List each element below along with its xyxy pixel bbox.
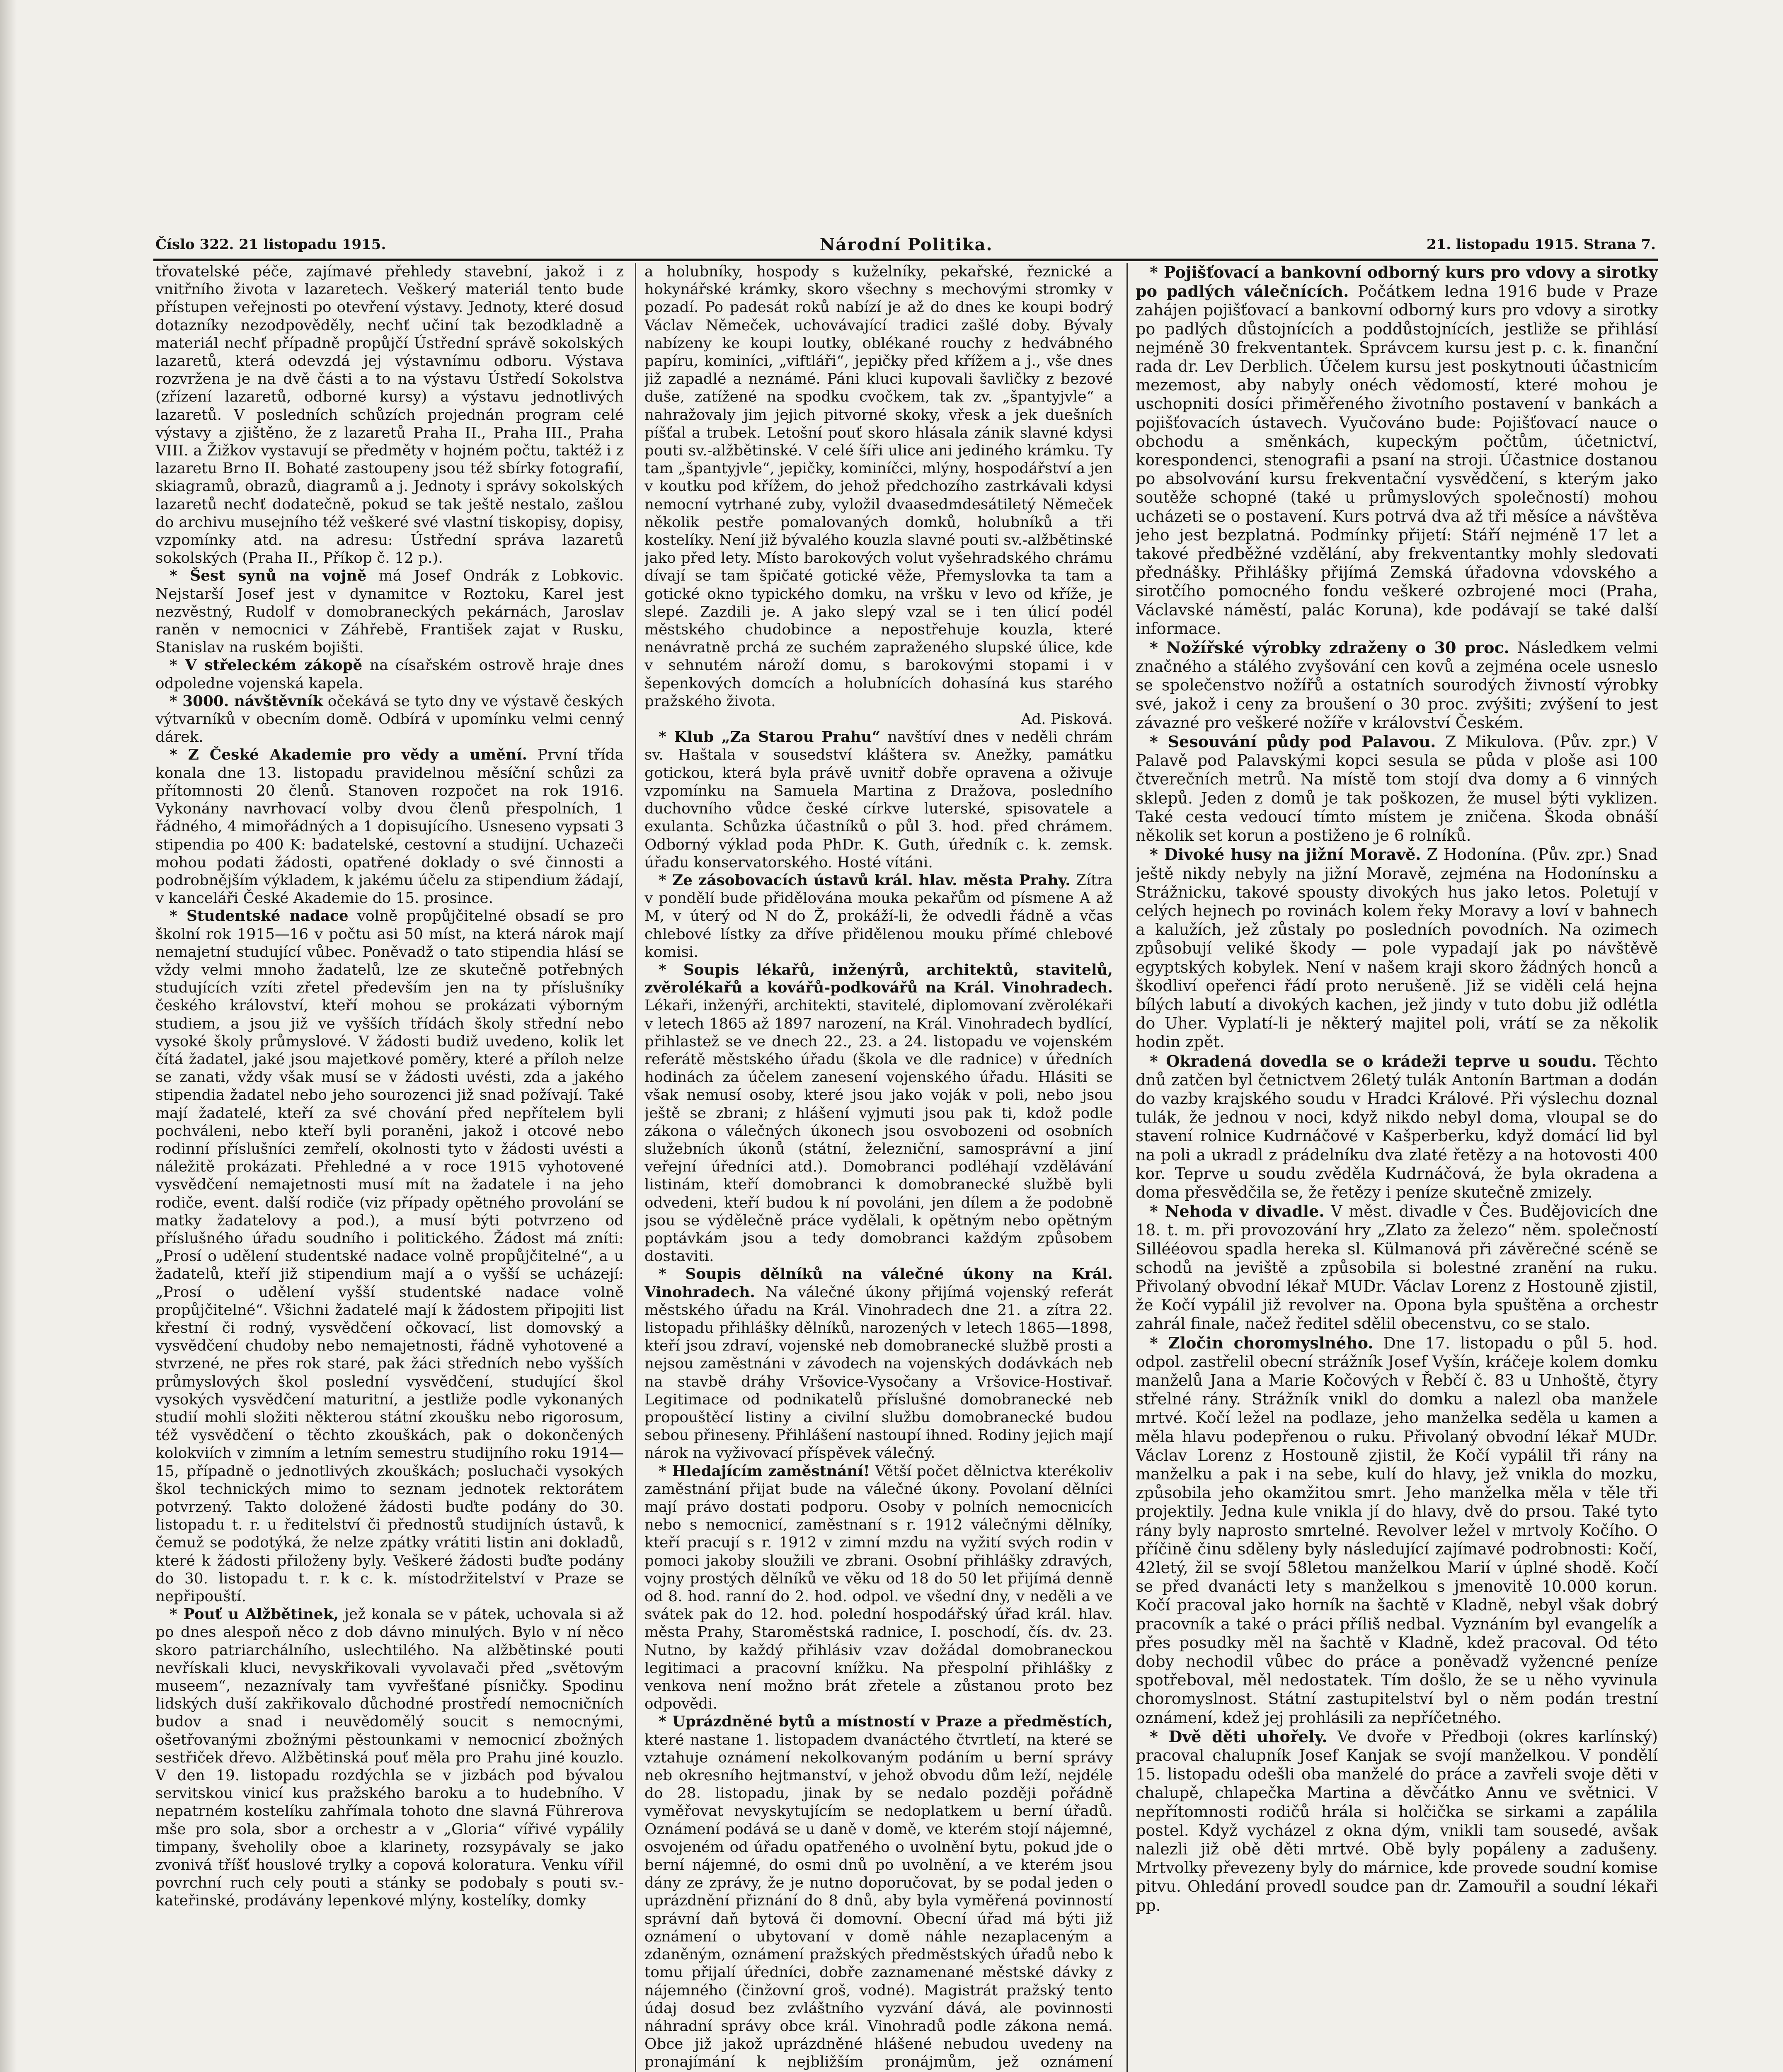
article-headline: * Nožířské výrobky zdraženy o 30 proc. [1150, 638, 1509, 657]
article-headline: * Divoké husy na jižní Moravě. [1150, 845, 1421, 864]
article-body: V měst. divadle v Čes. Budějovicích dne 18. t. m. při provozování hry „Zlato za železo“ něm. společností Sillééovou spadla hereka sl. Külmanová při závěrečné scéně se schodů na jeviště a způsobila si bolestné zranění na ruku. Přivolaný obvodní lékař MUDr. Václav Lorenz z Hostouně zjistil, že Kočí vypálil již revolver na. Opona byla spuštěna a orchestr zahrál finale, načež ředitel sdělil obecenstvu, co se stalo. [1136, 1202, 1658, 1333]
article-headline: * Okradená dovedla se o krádeži teprve u soudu. [1150, 1051, 1597, 1070]
article [644, 961, 1113, 1265]
article-body: navštíví dnes v neděli chrám sv. Haštala v sousedství kláštera sv. Anežky, památku gotickou, která byla právě uvnitř dobře opravena a oživuje vzpomínku na Samuela Martina z Dražova, posledního duchovního vůdce české církve luterské, spisovatele a exulanta. Schůzka účastníků o půl 3. hod. před chrámem. Odborný výklad poda PhDr. K. Guth, úředník c. k. zemsk. úřadu konservatorského. Hosté vítáni. [644, 729, 1113, 871]
article-body: Dne 17. listopadu o půl 5. hod. odpol. zastřelil obecní strážník Josef Vyšín, kráčeje kolem domku manželů Jana a Marie Kočových v Řebčí č. 83 u Unhoště, čtyry střelné rány. Strážník vnikl do domku a nalezl oba manžele mrtvé. Kočí ležel na podlaze, jeho manželka seděla u kamen a měla hlavu podepřenou o ruku. Přivolaný obvodní lékař MUDr. Václav Lorenz z Hostouně zjistil, že Kočí vypálil tři rány na manželku a pak i na sebe, kulí do hlavy, jež vnikla do mozku, způsobila jeho okamžitou smrt. Jeho manželka měla v těle tři projektily. Jedna kule vnikla jí do hlavy, dvě do prsou. Také tyto rány byly naprosto smrtelné. Revolver ležel v mrtvoly Kočího. O příčině činu sděleny byly následující zajímavé podrobnosti: Kočí, 42letý, žil se svojí 58letou manželkou Marií v úplné shodě. Kočí se před dvanácti lety s manželkou s jmenovitě 10.000 korun. Kočí pracoval jako horník na šachtě v Kladně, nebyl však dobrý pracovník a také o práci příliš nedbal. Vyznáním byl evangelík a přes posudky měl na šachtě v Kladně, kdež pracoval. Od této doby nechodil vůbec do práce a poněvadž vyžencné peníze spotřeboval, měl nedostatek. Tím došlo, že se u něho vyvinula choromyslnost. Státní zastupitelství byl o něm podán trestní oznámení, kdež jej prohlásili za nepříčetného. [1136, 1334, 1658, 1727]
article-headline: * 3000. návštěvník [170, 692, 323, 710]
article [1136, 1727, 1658, 1915]
article-headline: * Studentské nadace [170, 907, 349, 925]
article-body: Na válečné úkony přijímá vojenský referát městského úřadu na Král. Vinohradech dne 21. a zítra 22. listopadu přihlášky dělníků, narozených v letech 1865—1898, kteří jsou zdraví, vojenské neb domobranecké službě prosti a nejsou zaměstnáni v závodech na vojenských dodávkách neb na stavbě dráhy Vršovice-Vysočany a Vršovice-Hostivař. Legitimace od podnikatelů příslušné domobranecké neb propouštěcí listiny a civilní službu domobranecké budou sebou přineseny. Přihlášení nastoupí ihned. Rodiny jejich mají nárok na vyživovací příspěvek válečný. [644, 1283, 1113, 1462]
masthead-rule [153, 259, 1658, 261]
article [1136, 1052, 1658, 1202]
article [644, 728, 1113, 871]
article-body: Zítra v pondělí bude přidělována mouka pekařům od písmene A až M, v úterý od N do Ž, prokáží-li, že odvedli řádně a včas chlebové lístky za dříve přidělenou mouku přímé chlebové komisi. [644, 871, 1113, 961]
scan-shadow [0, 0, 17, 2072]
article-body: které nastane 1. listopadem dvanáctého čtvrtletí, na které se vztahuje oznámení nekolkovaným podáním u berní správy neb okresního hejtmanství, v jehož obvodu dům leží, nejdéle do 28. listopadu, jinak by se nedalo později pořádně vyměřovat nevyskytujícím se nedoplatkem u berní úřadů. Oznámení podává se u daně v domě, ve kterém stojí nájemné, osvojeném od úřadu opatřeného o uvolnění bytu, pokud jde o berní nájemné, do osmi dnů po uvolnění, a ve kterém jsou dány ze zprávy, že je nutno doporučovat, by se podal jeden o uprázdnění přiznání do 8 dnů, aby byla vyměřená povinností správní daň bytová či domovní. Obecní úřad má býti již oznámení o ubytovaní v domě náhle nezaplaceným a zdaněným, oznámení pražských předměstských úřadů nebo k tomu přijalí úředníci, dobře zaznamenané městské dávky z nájemného (činžovní groš, vodné). Magistrát pražský tento údaj dosud bez zvláštního vyzvání dává, ale povinnosti náhradní správy obce král. Vinohradů podle zákona nemá. Obce již jakož uprázdněné hlášené nebudou uvedeny na pronajímání k nejbližším pronájmům, jež oznámení [644, 1731, 1113, 2071]
article-headline: * V střeleckém zákopě [170, 656, 363, 674]
article [155, 567, 624, 656]
article-body: volně propůjčitelné obsadí se pro školní rok 1915—16 v počtu asi 50 míst, na která nárok mají nemajetní studující vůbec. Poněvadž o tato stipendia hlásí se vždy velmi mnoho žadatelů, lze ze skutečně potřebných studujících vzíti zřetel především jen na ty příslušníky českého království, kteří mohou se prokázati výborným studiem, a jsou již ve vyšších třídách školy střední nebo vysoké školy průmyslové. V žádosti budiž uvedeno, kolik let čítá žadatel, jaké jsou majetkové poměry, které a příloh nelze se zanati, vždy však musí se v žádosti uvésti, zda a jakého stipendia žadatel nebo jeho sourozenci již snad požívají. Také mají žadatelé, kteří za své chování před nepřítelem byli pochváleni, nebo kteří byli poraněni, jakož i otcové nebo rodinní příslušníci zemřelí, okolnosti tyto v žádosti uvésti a náležitě prokázati. Přehledné a v roce 1915 vyhotovené vysvědčení nemajetnosti musí mít na žadatele i na jeho rodiče, event. další rodiče (viz případy opětného provolání se matky žadatelovy a pod.), a musí býti potvrzeno od příslušného úřadu soudního i politického. Žádost má zníti: „Prosí o udělení studentské nadace volně propůjčitelné“, a u žadatelů, kteří již stipendium mají a o vyšší se ucházejí: „Prosí o udělení vyšší studentské nadace volně propůjčitelné“. Všichni žadatelé mají k žádostem připojiti list křestní či rodný, vysvědčení očkovací, list domovský a vysvědčení chudoby nebo nemajetnosti, řádně vyhotovené a stvrzené, ne přes rok staré, pak žáci středních nebo vyšších průmyslových škol poslední vysvědčení, studující škol vysokých vysvědčení maturitní, a jestliže podle vykonaných studií mohli složiti některou státní zkoušku nebo rigorosum, též vysvědčení o těchto zkouškách, pak o dokončených kolokviích v zimním a letním semestru studijního roku 1914—15, případně o jednotlivých zkouškách; posluchači vysokých škol technických mimo to seznam jednotek rektorátem potvrzený. Takto doložené žádosti buďte podány do 30. listopadu t. r. u ředitelství či přednostů studijních ústavů, k čemuž se podotýká, že nelze zpátky vrátiti listin ani dokladů, které k žádosti přiloženy byly. Veškeré žádosti buďte podány do 30. listopadu t. r. k c. k. místodržitelství v Praze se nepřipouští. [155, 908, 624, 1605]
column-divider [1126, 263, 1128, 2072]
article-body: Ve dvoře v Předboji (okres karlínský) pracoval chalupník Josef Kanjak se svojí manželkou. V pondělí 15. listopadu odešli oba manželé do práce a zavřeli svoje děti v chalupě, chlapečka Martina a děvčátko Annu ve světnici. V nepřítomnosti rodičů hrála si holčička se sirkami a zapálila postel. Když vycházel z okna dým, vnikli tam sousedé, avšak nalezli již obě děti mrtvé. Obě byly popáleny a zadušeny. Mrtvolky převezeny byly do márnice, kde provede soudní komise pitvu. Ohledání provedl soudce pan dr. Zamouřil a soudní lékaři pp. [1136, 1727, 1658, 1915]
article-continuation: třovatelské péče, zajímavé přehledy stavební, jakož i z vnitřního života v lazaretech. Veškerý materiál tento bude přístupen veřejnosti po otevření výstavy. Jednoty, které dosud dotazníky nezodpověděly, nechť učiní tak bezodkladně a materiál nechť případně propůjčí Ústřední správě sokolských lazaretů, která odevzdá jej výstavnímu odboru. Výstava rozvržena je na dvě části a to na výstavu Ústředí Sokolstva (zřízení lazaretů, odborné kursy) a výstavu jednotlivých lazaretů. V posledních schůzích projednán program celé výstavy a zjištěno, že z lazaretů Praha II., Praha III., Praha VIII. a Žižkov vystavují se předměty v hojném počtu, taktéž i z lazaretu Brno II. Bohaté zastoupeny jsou též sbírky fotografií, skiagramů, obrazů, diagramů a j. Jednoty i správy sokolských lazaretů nechť dodatečně, pokud se tak ještě nestalo, zašlou do archivu musejního též veškeré své vlastní tiskopisy, dopisy, vzpomínky atd. na adresu: Ústřední správa lazaretů sokolských (Praha II., Příkop č. 12 p.). [155, 263, 624, 567]
article [155, 692, 624, 746]
article-headline: * Hledajícím zaměstnání! [659, 1462, 870, 1480]
article [155, 746, 624, 907]
article-headline: * Sesouvání půdy pod Palavou. [1150, 732, 1436, 751]
article-body: Větší počet dělnictva kterékoliv zaměstnání přijat bude na válečné úkony. Povolaní dělníci mají právo dostati podporu. Osoby v polních nemocnicích nebo s nemocnicí, zaměstnaní s r. 1912 válečnými dělníky, kteří pracují s r. 1912 v zimní mzdu na vyžití svých rodin v pomoci jakoby sloužili ve zbrani. Osobní přihlášky zdravých, vojny prostých dělníků ve věku od 18 do 50 let přijímá denně od 8. hod. ranní do 2. hod. odpol. ve všední dny, v neděli a ve svátek pak do 12. hod. polední hospodářský úřad král. hlav. města Prahy, Staroměstská radnice, I. poschodí, čís. dv. 23. Nutno, by každý přihlásiv vzav dožádal domobraneckou legitimaci a pracovní knížku. Na přespolní přihlášky z venkova není možno brát zřetele a zůstanou proto bez odpovědi. [644, 1462, 1113, 1713]
article-headline: * Ze zásobovacích ústavů král. hlav. města Prahy. [659, 871, 1071, 889]
page-info: 21. listopadu 1915. Strana 7. [1426, 236, 1656, 253]
article-body: má Josef Ondrák z Lobkovic. Nejstarší Josef jest v dynamitce v Roztoku, Karel jest nezvěstný, Rudolf v domobraneckých pekárnách, Jaroslav raněn v nemocnici v Záhřebě, František zajat v Rusku, Stanislav na ruském bojišti. [155, 567, 624, 656]
column-divider [635, 263, 636, 2072]
issue-info: Číslo 322. 21 listopadu 1915. [155, 236, 386, 253]
article [155, 1605, 624, 1910]
column-3 [1136, 263, 1658, 2072]
article [644, 1462, 1113, 1713]
article-headline: * Z České Akademie pro vědy a umění. [170, 746, 527, 764]
masthead [155, 230, 1656, 259]
article-headline: * Klub „Za Starou Prahu“ [659, 728, 881, 746]
article-body: Následkem velmi značného a stálého zvyšování cen kovů a zejména ocele usneslo se společenstvo nožířů a ostatních sourodých živností výrobky své, jakož i ceny za broušení o 30 proc. zvýšiti; zvýšení to jest závazné pro veškeré nožíře v království Českém. [1136, 639, 1658, 732]
article-headline: * Soupis lékařů, inženýrů, architektů, stavitelů, zvěrolékařů a kovářů-podkovářů na Král. Vinohradech. [644, 961, 1113, 997]
article-body: na císařském ostrově hraje dnes odpoledne vojenská kapela. [155, 657, 624, 692]
article-headline: * Nehoda v divadle. [1150, 1202, 1325, 1221]
article-headline: * Pouť u Alžbětinek, [170, 1605, 339, 1623]
article [1136, 732, 1658, 845]
article [644, 1713, 1113, 2072]
article [644, 1265, 1113, 1462]
author-signature: Ad. Pisková. [1021, 711, 1113, 728]
article-body: Z Hodonína. (Pův. zpr.) Snad ještě nikdy nebyly na jižní Moravě, zejména na Hodonínsku a Strážnicku, takové spousty divokých hus jako letos. Poletují v celých hejnech po rovinách kolem řeky Moravy a loví v bahnech a kalužích, jež zůstaly po posledních povodních. Na ozimech způsobují veliké škody — pole vypadají jak po návštěvě egyptských kobylek. Není v našem kraji skoro žádných honců a škodliví opeřenci řádí proto nerušeně. Již se viděli celá hejna bílých labutí a divokých kachen, jež jindy v tuto dobu již odlétla do Uher. Vyplatí-li je některý majitel poli, vrátí se za několik hodin zpět. [1136, 845, 1658, 1051]
article-continuation: a holubníky, hospody s kuželníky, pekařské, řeznické a hokynářské krámky, skoro všechny s mechovými stromky v pozadí. Po padesát roků nabízí je až do dnes ke koupi bodrý Václav Němeček, uchovávající tradici zašlé doby. Bývaly nabízeny ke koupi loutky, oblékané rouchy z hedvábného papíru, kominíci, „viftláři“, jepičky před křížem a j., vše dnes již zapadlé a neznámé. Páni kluci kupovali šavličky z bezové duše, zatížené na spodku cvočkem, tak zv. „špantyjvle“ a nahražovaly jim jejich pitvorné skoky, vřesk a jek duešních píšťal a trubek. Letošní pouť skoro hlásala zánik slavné kdysi pouti sv.-alžbětinské. V celé šíři ulice ani jediného krámku. Ty tam „špantyjvle“, jepičky, kominíčci, mlýny, hospodářství a jen v koutku pod křížem, do jehož předchozího zastrkávali kdysi nemocní vytrhané zuby, vyložil dvaasedmdesátiletý Němeček několik pestře pomalovaných domků, holubníků a tři kostelíky. Není již bývalého kouzla slavné pouti sv.-alžbětinské jako před lety. Místo barokových volut vyšehradského chrámu dívají se tam špičaté gotické věže, Přemyslovka ta tam a gotické okno typického domku, na vršku v levo od kříže, je slepé. Zazdili je. A jako slepý vzal se i ten úlicí podél městského chudobince a nepostřehuje kouzla, které nenávratně prchá ze suchém zapraženého slupské úlice, kde v sehnutém nároží domu, s barokovými stopami i v šepenkových domcích a holubnících dohasíná kus starého pražského života. Ad. Pisková. [644, 263, 1113, 728]
column-2 [644, 263, 1113, 2072]
article-body: První třída konala dne 13. listopadu pravidelnou měsíční schůzi za přítomnosti 20 členů. Stanoven rozpočet na rok 1916. Vykonány navrhovací volby dvou členů přespolních, 1 řádného, 4 mimořádných a 1 dopisujícího. Usneseno vypsati 3 stipendia po 400 K: badatelské, cestovní a studijní. Uchazeči mohou podati žádosti, opatřené doklady o své činnosti a podrobnějším výkladem, k jakému účelu za stipendium žádají, v kanceláři České Akademie do 15. prosince. [155, 746, 624, 907]
article [155, 907, 624, 1605]
article-body: očekává se tyto dny ve výstavě českých výtvarníků v obecním domě. Odbírá v upomínku velmi cenný dárek. [155, 692, 624, 746]
article-headline: * Šest synů na vojně [170, 567, 367, 585]
article [1136, 263, 1658, 638]
article [1136, 638, 1658, 732]
article [155, 656, 624, 692]
article-headline: * Uprázdněné bytů a místností v Praze a předměstích, [659, 1713, 1113, 1731]
article [1136, 1202, 1658, 1333]
article [644, 871, 1113, 961]
article-headline: * Pojišťovací a bankovní odborný kurs pro vdovy a sirotky po padlých válečnících. [1136, 263, 1658, 301]
article-body: Z Mikulova. (Pův. zpr.) V Palavě pod Palavskými kopci sesula se půda v ploše asi 100 čtverečních metrů. Na místě tom stojí dva domy a 6 vinných sklepů. Jeden z domů je tak poškozen, že musel býti vyklizen. Také cesta vedoucí tímto místem je zničena. Škoda obnáší několik set korun a postiženo je 6 rolníků. [1136, 733, 1658, 845]
article-body: Počátkem ledna 1916 bude v Praze zahájen pojišťovací a bankovní odborný kurs pro vdovy a sirotky po padlých důstojnících a poddůstojnících, jestliže se přihlásí nejméně 30 frekventantek. Správcem kursu jest p. c. k. finanční rada dr. Lev Derblich. Účelem kursu jest poskytnouti účastnicím mezemost, aby nabyly onéch vědomostí, které mohou je uschopniti dosíci přiměřeného životního postavení v bankách a pojišťovacích ústavech. Vyučováno bude: Pojišťovací nauce o obchodu a směnkách, kupeckým počtům, účetnictví, korespondenci, stenografii a psaní na stroji. Účastnice dostanou po absolvování kursu frekventační vysvědčení, s kterým jako soutěže schopné (také u průmyslových společností) mohou ucházeti se o postavení. Kurs potrvá dva až tři měsíce a návštěva jeho jest bezplatná. Podmínky přijetí: Stáří nejméně 17 let a takové předběžné vzdělání, aby frekventantky mohly sledovati přednášky. Přihlášky přijímá Zemská úřadovna vdovského a sirotčího pomocného fondu veškeré ozbrojené moci (Praha, Václavské náměstí, palác Koruna), kde podávají se také další informace. [1136, 282, 1658, 638]
column-1 [155, 263, 624, 2072]
article-body: jež konala se v pátek, uchovala si až po dnes alespoň něco z dob dávno minulých. Bylo v ní něco skoro patriarchálního, uslechtilého. Na alžbětinské pouti nevřískali kluci, nevyskřikovali vyvolavači před „světovým museem“, nezaznívaly tam vyvřešťané písničky. Spodinu lidských duší zakřikovalo důchodné prostředí nemocničních budov a snad i neuvědomělý soucit s nemocnými, ošetřovanými zbožnými pěstounkami v nemocnicí zbožných sestřiček dřevo. Alžbětinská pouť měla pro Prahu jiné kouzlo. V den 19. listopadu rozdýchla se v jizbách pod bývalou servitskou vinicí kus pražského baroku a to hudebního. V nepatrném kostelíku zahřímala tohoto dne slavná Führerova mše pro sola, sbor a orchestr a v „Gloria“ vířivé vypálily timpany, šveholily oboe a klarinety, rozsypávaly se jako zvonivá tříšť houslové trylky a copová koloratura. Venku vířil povrchní ruch cely pouti a stánky se podobaly s pouti sv.-kateřinské, prodávány lepenkové mlýny, kostelíky, domky [155, 1606, 624, 1910]
article-body: Těchto dnů zatčen byl četnictvem 26letý tulák Antonín Bartman a dodán do vazby krajského soudu v Hradci Králové. Při výslechu doznal tulák, že jednou v noci, když nikdo nebyl doma, vloupal se do stavení rolnice Kudrnáčové v Kašperberku, když domácí lid byl na poli a ukradl z prádelníku dva zlaté řetězy a na hotovosti 400 kor. Teprve u soudu zvěděla Kudrnáčová, že byla okradena a doma přesvědčila se, že řetězy i peníze skutečně zmizely. [1136, 1052, 1658, 1201]
newspaper-title: Národní Politika. [819, 235, 993, 254]
article-headline: * Soupis dělníků na válečné úkony na Král. Vinohradech. [644, 1265, 1113, 1301]
article-headline: * Zločin choromyslného. [1150, 1333, 1374, 1352]
article-body: Lékaři, inženýři, architekti, stavitelé, diplomovaní zvěrolékaři v letech 1865 až 1897 narození, na Král. Vinohradech bydlící, přihlastež se ve dnech 22., 23. a 24. listopadu ve vojenském referátě městského úřadu (škola ve dle radnice) v úředních hodinách za účelem zanesení vojenského úřadu. Hlásiti se však nemusí osoby, které jsou jako voják v poli, nebo jsou ještě se zbrani; z hlášení vyjmuti jsou pak ti, kdož podle zákona o válečných úkonech jsou osvobozeni od osobních služebních úkonů (státní, železniční, samosprávní a jiní veřejní úředníci atd.). Domobranci podléhají vzdělávání listinám, kteří domobranci k domobranecké službě byli odvedeni, kteří budou k ní povoláni, jen dílem a že podobně jsou se výdělečně práce vydělali, k opětným nebo opětným poptávkám jsou a tedy domobranci každým způsobem dostaviti. [644, 997, 1113, 1265]
article [1136, 1334, 1658, 1727]
article [1136, 845, 1658, 1051]
article-headline: * Dvě děti uhořely. [1150, 1727, 1328, 1746]
